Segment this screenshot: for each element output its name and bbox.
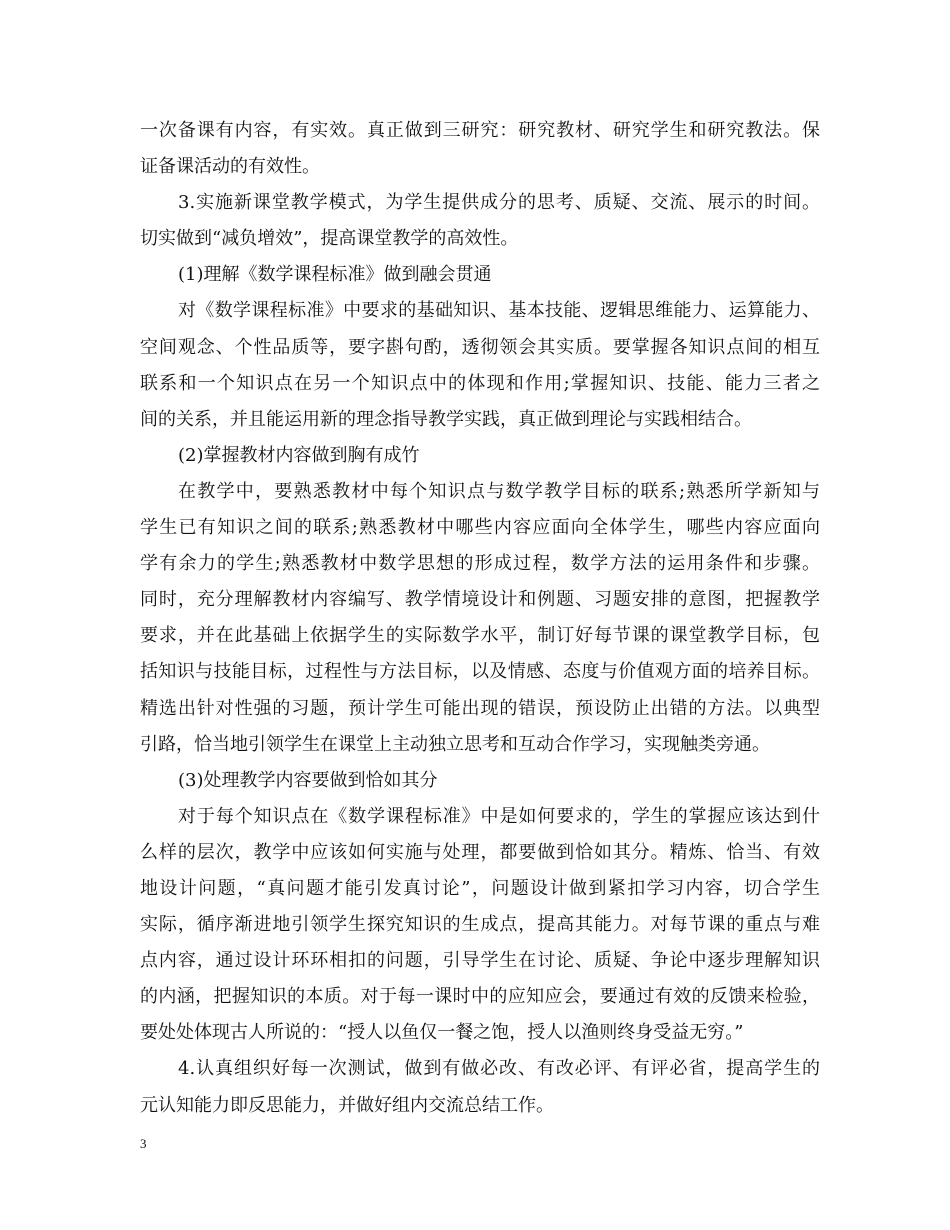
section-heading: (2)掌握教材内容做到胸有成竹 bbox=[178, 444, 420, 466]
text-line: 括知识与技能目标，过程性与方法目标，以及情感、态度与价值观方面的培养目标。 bbox=[140, 661, 820, 683]
text-line: 在教学中，要熟悉教材中每个知识点与数学教学目标的联系;熟悉所学新知与 bbox=[178, 480, 820, 502]
text-line: 证备课活动的有效性。 bbox=[140, 156, 320, 178]
text-line: 地设计问题，“真问题才能引发真讨论”，问题设计做到紧扣学习内容，切合学生 bbox=[140, 877, 820, 899]
text-line: 精选出针对性强的习题，预计学生可能出现的错误，预设防止出错的方法。以典型 bbox=[140, 697, 820, 719]
text-line: 联系和一个知识点在另一个知识点中的体现和作用;掌握知识、技能、能力三者之 bbox=[140, 372, 820, 394]
section-heading: (3)处理教学内容要做到恰如其分 bbox=[178, 769, 438, 791]
text-line: 3.实施新课堂教学模式，为学生提供成分的思考、质疑、交流、展示的时间。 bbox=[178, 192, 820, 214]
text-line: 要处处体现古人所说的：“授人以鱼仅一餐之饱，授人以渔则终身受益无穷。” bbox=[140, 1022, 744, 1044]
text-line: 空间观念、个性品质等，要字斟句酌，透彻领会其实质。要掌握各知识点间的相互 bbox=[140, 336, 820, 358]
document-body bbox=[140, 113, 820, 1124]
page-number: 3 bbox=[140, 1136, 147, 1151]
text-line: 切实做到“减负增效”，提高课堂教学的高效性。 bbox=[140, 228, 519, 250]
text-line: 4.认真组织好每一次测试，做到有做必改、有改必评、有评必省，提高学生的 bbox=[178, 1058, 820, 1080]
text-line: 一次备课有内容，有实效。真正做到三研究：研究教材、研究学生和研究教法。保 bbox=[140, 120, 820, 141]
text-line: 学有余力的学生;熟悉教材中数学思想的形成过程，数学方法的运用条件和步骤。 bbox=[140, 553, 820, 575]
text-line: 引路，恰当地引领学生在课堂上主动独立思考和互动合作学习，实现触类旁通。 bbox=[140, 733, 770, 755]
text-line: 点内容，通过设计环环相扣的问题，引导学生在讨论、质疑、争论中逐步理解知识 bbox=[140, 950, 820, 972]
section-heading: (1)理解《数学课程标准》做到融会贯通 bbox=[178, 264, 492, 286]
text-line: 要求，并在此基础上依据学生的实际数学水平，制订好每节课的课堂教学目标，包 bbox=[140, 625, 820, 647]
text-line: 么样的层次，教学中应该如何实施与处理，都要做到恰如其分。精炼、恰当、有效 bbox=[140, 841, 820, 863]
text-line: 的内涵，把握知识的本质。对于每一课时中的应知应会，要通过有效的反馈来检验， bbox=[140, 986, 820, 1008]
text-line: 实际，循序渐进地引领学生探究知识的生成点，提高其能力。对每节课的重点与难 bbox=[140, 914, 820, 936]
text-line: 学生已有知识之间的联系;熟悉教材中哪些内容应面向全体学生，哪些内容应面向 bbox=[140, 517, 820, 539]
text-line: 间的关系，并且能运用新的理念指导教学实践，真正做到理论与实践相结合。 bbox=[140, 408, 752, 430]
text-line: 同时，充分理解教材内容编写、教学情境设计和例题、习题安排的意图，把握教学 bbox=[140, 589, 820, 611]
text-line: 对于每个知识点在《数学课程标准》中是如何要求的，学生的掌握应该达到什 bbox=[178, 805, 820, 827]
text-line: 元认知能力即反思能力，并做好组内交流总结工作。 bbox=[140, 1094, 554, 1116]
text-line: 对《数学课程标准》中要求的基础知识、基本技能、逻辑思维能力、运算能力、 bbox=[178, 300, 820, 322]
